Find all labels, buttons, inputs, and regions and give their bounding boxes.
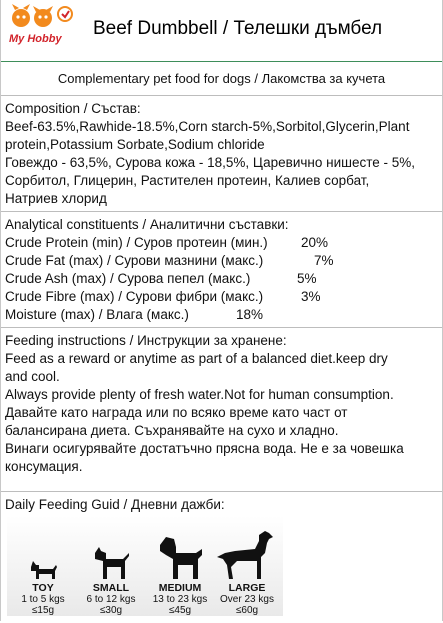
analytical-row: [5, 234, 442, 252]
analytical-row: [5, 288, 442, 306]
analytical-value: 20%: [301, 235, 329, 250]
analytical-value: 7%: [314, 253, 334, 268]
analytical-row: [5, 306, 442, 324]
dog-size-name: TOY: [32, 582, 54, 594]
dog-size-name: MEDIUM: [158, 582, 202, 594]
dog-size-name: LARGE: [228, 582, 266, 594]
analytical-value: 18%: [236, 307, 264, 322]
dog-weight: 1 to 5 kgs: [21, 594, 65, 605]
feeding-line: Feed as a reward or anytime as part of a balanced diet.keep dry: [5, 351, 388, 366]
daily-feeding-section: [1, 492, 442, 623]
feeding-line: балансирана диета. Съхранявайте на сухо и хладно.: [5, 423, 339, 438]
feeding-line: Always provide plenty of fresh water.Not for human consumption.: [5, 387, 394, 402]
dog-amount: ≤15g: [31, 605, 55, 616]
composition-line: protein,Potassium Sorbate,Sodium chloride: [5, 137, 265, 152]
analytical-row: [5, 252, 442, 270]
product-title: Beef Dumbbell / Телешки дъмбел: [93, 18, 383, 39]
feeding-line: консумация.: [5, 459, 83, 474]
dog-size-medium: [148, 533, 212, 616]
composition-line: Beef-63.5%,Rawhide-18.5%,Corn starch-5%,Sorbitol,Glycerin,Plant: [5, 119, 410, 134]
analytical-label: Crude Fibre (max) / Сурови фибри (макс.): [5, 289, 264, 304]
dog-weight: 13 to 23 kgs: [152, 594, 208, 605]
feeding-guide-graphic: [7, 516, 283, 616]
small-dog-icon: [89, 543, 133, 583]
feeding-section: [1, 328, 442, 492]
product-subtitle: Complementary pet food for dogs / Лакомства за кучета: [1, 62, 442, 96]
analytical-label: Crude Ash (max) / Сурова пепел (макс.): [5, 271, 251, 286]
feeding-line: Винаги осигурявайте достатъчно прясна вода. Не е за човешка: [5, 441, 404, 456]
composition-heading: Composition / Състав:: [5, 101, 141, 116]
composition-section: [1, 96, 442, 212]
dog-size-small: [79, 543, 143, 616]
analytical-label: Crude Protein (min) / Суров протеин (мин.): [5, 235, 268, 250]
header: [1, 0, 442, 62]
analytical-value: 3%: [301, 289, 321, 304]
dog-weight: 6 to 12 kgs: [86, 594, 136, 605]
dog-amount: ≤30g: [99, 605, 123, 616]
composition-line: Сорбитол, Глицерин, Растителен протеин, Калиев сорбат,: [5, 173, 370, 188]
logo-text: My Hobby: [9, 33, 62, 45]
medium-dog-icon: [154, 533, 206, 583]
dog-amount: ≤60g: [235, 605, 259, 616]
large-dog-icon: [215, 527, 279, 583]
analytical-row: [5, 270, 442, 288]
dog-weight: Over 23 kgs: [220, 594, 274, 605]
dog-size-name: SMALL: [92, 582, 130, 594]
analytical-value: 5%: [297, 271, 317, 286]
composition-line: Говеждо - 63,5%, Сурова кожа - 18,5%, Царевично нишесте - 5%,: [5, 155, 416, 170]
dog-amount: ≤45g: [168, 605, 192, 616]
analytical-label: Moisture (max) / Влага (макс.): [5, 307, 189, 322]
feeding-heading: Feeding instructions / Инструкции за хранене:: [5, 333, 287, 348]
daily-heading: Daily Feeding Guid / Дневни дажби:: [5, 497, 225, 512]
composition-line: Натриев хлорид: [5, 191, 107, 206]
analytical-section: [1, 212, 442, 328]
my-hobby-logo: [7, 4, 75, 48]
dog-size-large: [215, 527, 279, 616]
analytical-label: Crude Fat (max) / Сурови мазнини (макс.): [5, 253, 264, 268]
feeding-line: and cool.: [5, 369, 60, 384]
dog-size-toy: [11, 555, 75, 616]
toy-dog-icon: [25, 555, 61, 583]
feeding-line: Давайте като награда или по всяко време като част от: [5, 405, 348, 420]
analytical-heading: Analytical constituents / Аналитични съставки:: [5, 217, 289, 232]
